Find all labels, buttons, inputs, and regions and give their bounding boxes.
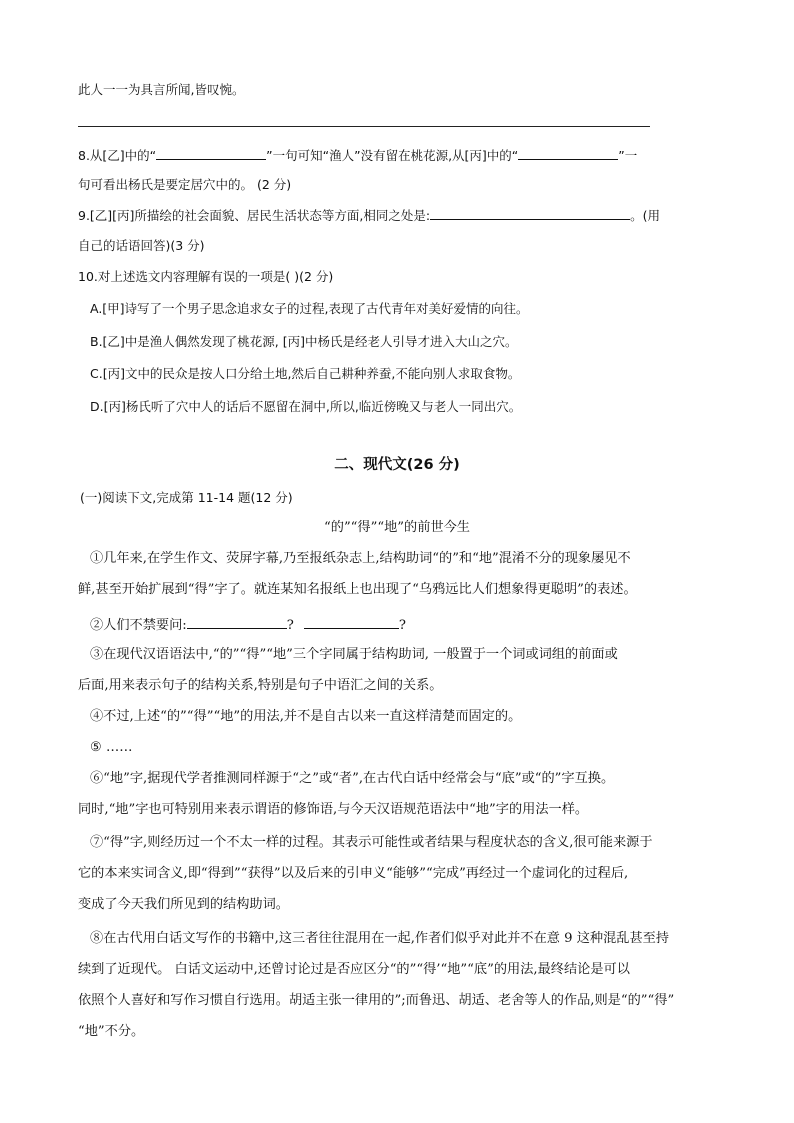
- question-9-line2: 自己的话语回答)(3 分): [78, 238, 205, 253]
- q8-blank-2[interactable]: [518, 145, 618, 160]
- article-p8-line1: ⑧在古代用白话文写作的书籍中,这三者往往混用在一起,作者们似乎对此并不在意 9 这种混乱甚至持: [90, 931, 670, 946]
- article-title: “的”“得”“地”的前世今生: [324, 520, 470, 535]
- q10-option-b[interactable]: B.[乙]中是渔人偶然发现了桃花源, [丙]中杨氏是经老人引导才进入大山之穴。: [90, 334, 518, 349]
- q8-text-1: 8.从[乙]中的“: [78, 148, 157, 163]
- article-p7-line3: 变成了今天我们所见到的结构助词。: [78, 897, 289, 912]
- article-p6-line2: 同时,“地”字也可特别用来表示谓语的修饰语,与今天汉语规范语法中“地”字的用法一样。: [78, 802, 589, 817]
- q9-blank[interactable]: [430, 205, 630, 220]
- p2-prefix: ②人们不禁要问:: [90, 618, 187, 633]
- q9-text-1: 9.[乙][丙]所描绘的社会面貌、居民生活状态等方面,相同之处是:: [78, 208, 431, 223]
- p2-blank-2[interactable]: [304, 614, 399, 629]
- q10-option-c[interactable]: C.[丙]文中的民众是按人口分给土地,然后自己耕种养蚕,不能向别人求取食物。: [90, 366, 521, 381]
- part-1-instruction: (一)阅读下文,完成第 11-14 题(12 分): [80, 490, 293, 505]
- article-p8-line3: 依照个人喜好和写作习惯自行选用。胡适主张一律用的”;而鲁迅、胡适、老舍等人的作品,则是“的”“得”: [78, 993, 675, 1008]
- q10-option-d[interactable]: D.[丙]杨氏听了穴中人的话后不愿留在洞中,所以,临近傍晚又与老人一同出穴。: [90, 399, 522, 414]
- article-p1-line2: 鲜,甚至开始扩展到“得”字了。就连某知名报纸上也出现了“乌鸦远比人们想象得更聪明”的表述。: [78, 582, 637, 597]
- article-p7-line1: ⑦“得”字,则经历过一个不太一样的过程。其表示可能性或者结果与程度状态的含义,很可能来源于: [90, 835, 653, 850]
- article-p7-line2: 它的本来实词含义,即“得到”“获得”以及后来的引申义“能够”“完成”再经过一个虚词化的过程后,: [78, 866, 629, 881]
- p2-qmark-1: ?: [286, 618, 294, 633]
- answer-line[interactable]: [78, 126, 650, 127]
- question-10-stem: 10.对上述选文内容理解有误的一项是( )(2 分): [78, 269, 334, 284]
- p2-blank-1[interactable]: [187, 614, 287, 629]
- article-p3-line2: 后面,用来表示句子的结构关系,特别是句子中语汇之间的关系。: [78, 678, 443, 693]
- article-p5: ⑤ ……: [90, 740, 133, 755]
- section-2-title: 二、现代文(26 分): [334, 457, 460, 473]
- p2-qmark-2: ?: [398, 618, 406, 633]
- question-8-line2: 句可看出杨氏是要定居穴中的。 (2 分): [78, 177, 292, 192]
- top-sentence: 此人一一为具言所闻,皆叹惋。: [78, 82, 245, 97]
- q8-blank-1[interactable]: [156, 145, 266, 160]
- article-p3-line1: ③在现代汉语语法中,“的”“得”“地”三个字同属于结构助词, 一般置于一个词或词组的前面或: [90, 647, 618, 662]
- article-p8-line4: “地”不分。: [78, 1024, 145, 1039]
- question-9-line1: [78, 205, 660, 226]
- q8-text-2: ”一句可知“渔人”没有留在桃花源,从[丙]中的“: [266, 148, 519, 163]
- article-p6-line1: ⑥“地”字,据现代学者推测同样源于“之”或“者”,在古代白话中经常会与“底”或“的”字互换。: [90, 771, 615, 786]
- question-8-line1: [78, 145, 637, 166]
- article-p2: [90, 614, 406, 636]
- article-p4: ④不过,上述“的”“得”“地”的用法,并不是自古以来一直这样清楚而固定的。: [90, 709, 522, 724]
- article-p8-line2: 续到了近现代。 白话文运动中,还曾讨论过是否应区分“的”“得’“地”“底”的用法,最终结论是可以: [78, 962, 630, 977]
- article-p1-line1: ①几年来,在学生作文、荧屏字幕,乃至报纸杂志上,结构助词“的”和“地”混淆不分的现象屡见不: [90, 551, 631, 566]
- q10-option-a[interactable]: A.[甲]诗写了一个男子思念追求女子的过程,表现了古代青年对美好爱情的向往。: [90, 301, 529, 316]
- q8-text-3: ”一: [618, 148, 638, 163]
- q9-text-2: 。(用: [630, 208, 661, 223]
